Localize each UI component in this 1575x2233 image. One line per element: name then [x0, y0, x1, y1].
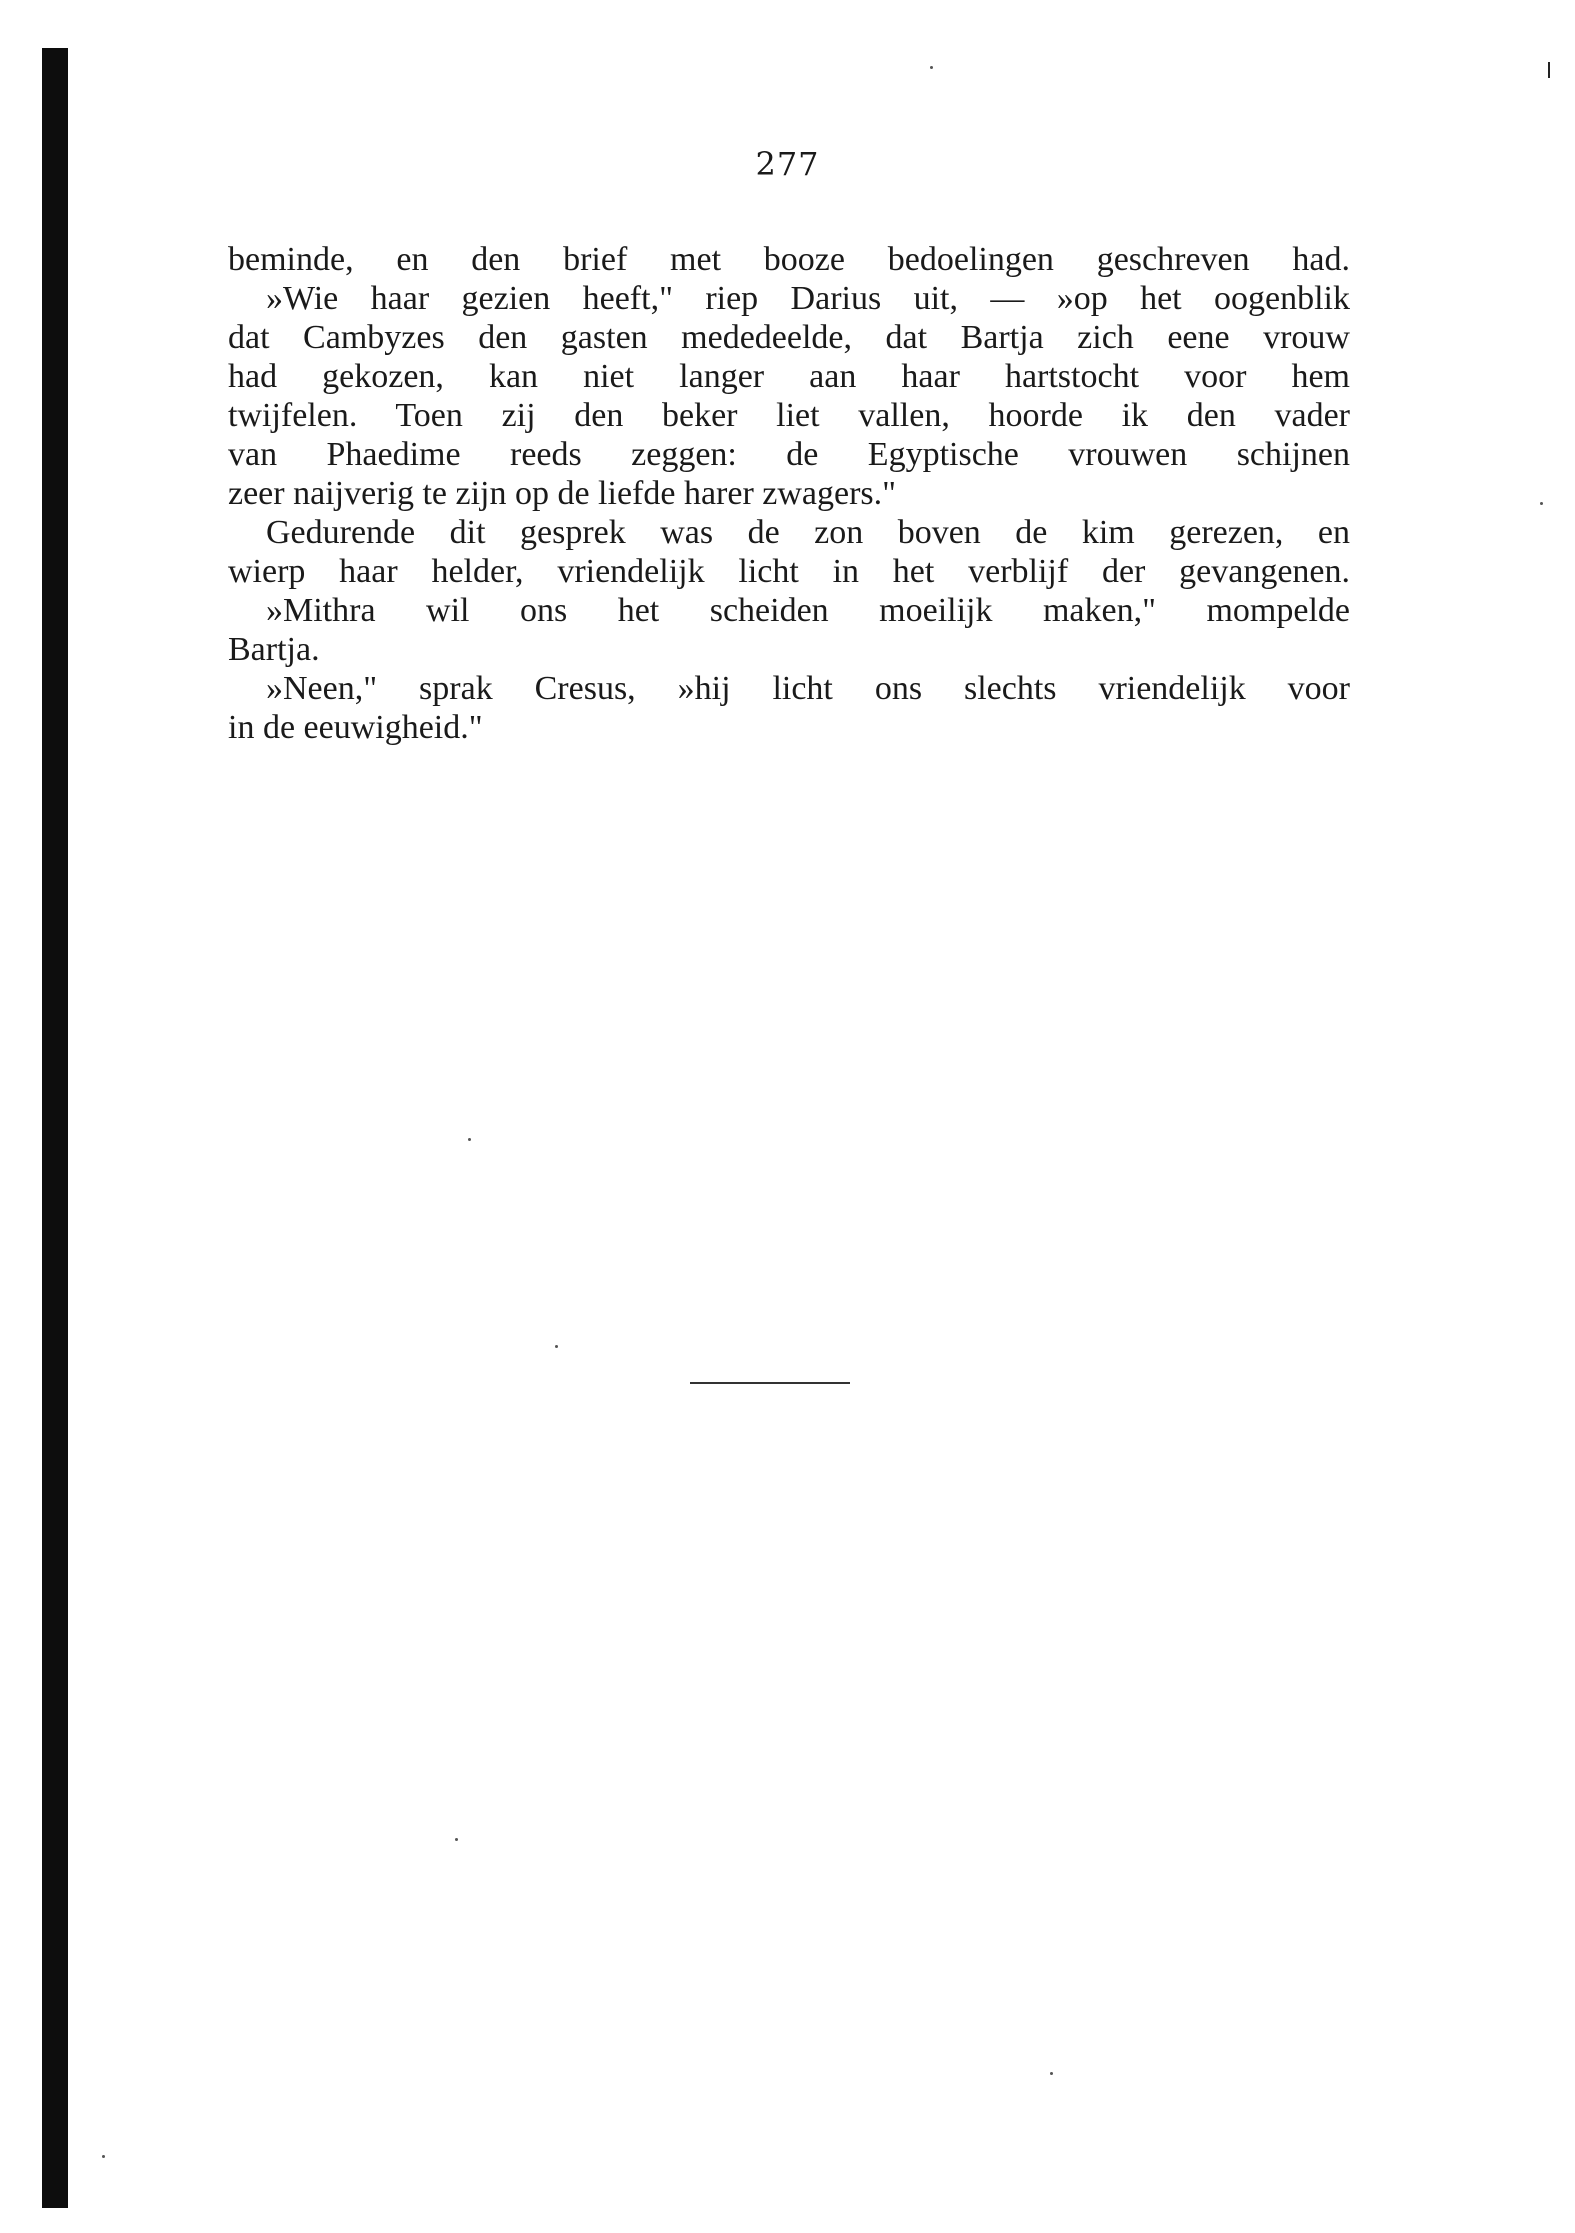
text-line: had gekozen, kan niet langer aan haar hartstocht voor hem	[228, 358, 1350, 395]
text-line: dat Cambyzes den gasten mededeelde, dat Bartja zich eene vrouw	[228, 319, 1350, 356]
text-line: Bartja.	[228, 631, 320, 668]
text-line: in de eeuwigheid."	[228, 709, 483, 746]
text-line: Gedurende dit gesprek was de zon boven de kim gerezen, en	[266, 514, 1350, 551]
text-line: »Neen," sprak Cresus, »hij licht ons slechts vriendelijk voor	[266, 670, 1350, 707]
page-number: 277	[755, 145, 820, 183]
paper-speck	[455, 1838, 458, 1841]
paper-speck	[102, 2155, 105, 2158]
paper-speck	[468, 1138, 471, 1141]
end-of-chapter-rule	[690, 1382, 850, 1384]
text-line: »Wie haar gezien heeft," riep Darius uit, — »op het oogenblik	[266, 280, 1350, 317]
paper-speck	[1050, 2072, 1053, 2075]
text-line: wierp haar helder, vriendelijk licht in het verblijf der gevangenen.	[228, 553, 1350, 590]
text-line: zeer naijverig te zijn op de liefde harer zwagers."	[228, 475, 897, 512]
paper-speck	[1540, 502, 1543, 505]
edge-mark	[1548, 62, 1550, 78]
body-text	[228, 240, 1350, 747]
text-line: van Phaedime reeds zeggen: de Egyptische vrouwen schijnen	[228, 436, 1350, 473]
paper-speck	[930, 66, 933, 69]
text-line: »Mithra wil ons het scheiden moeilijk maken," mompelde	[266, 592, 1350, 629]
page-binding-edge	[42, 48, 68, 2208]
text-line: twijfelen. Toen zij den beker liet vallen, hoorde ik den vader	[228, 397, 1350, 434]
text-line: beminde, en den brief met booze bedoelingen geschreven had.	[228, 241, 1350, 278]
paper-speck	[555, 1345, 558, 1348]
